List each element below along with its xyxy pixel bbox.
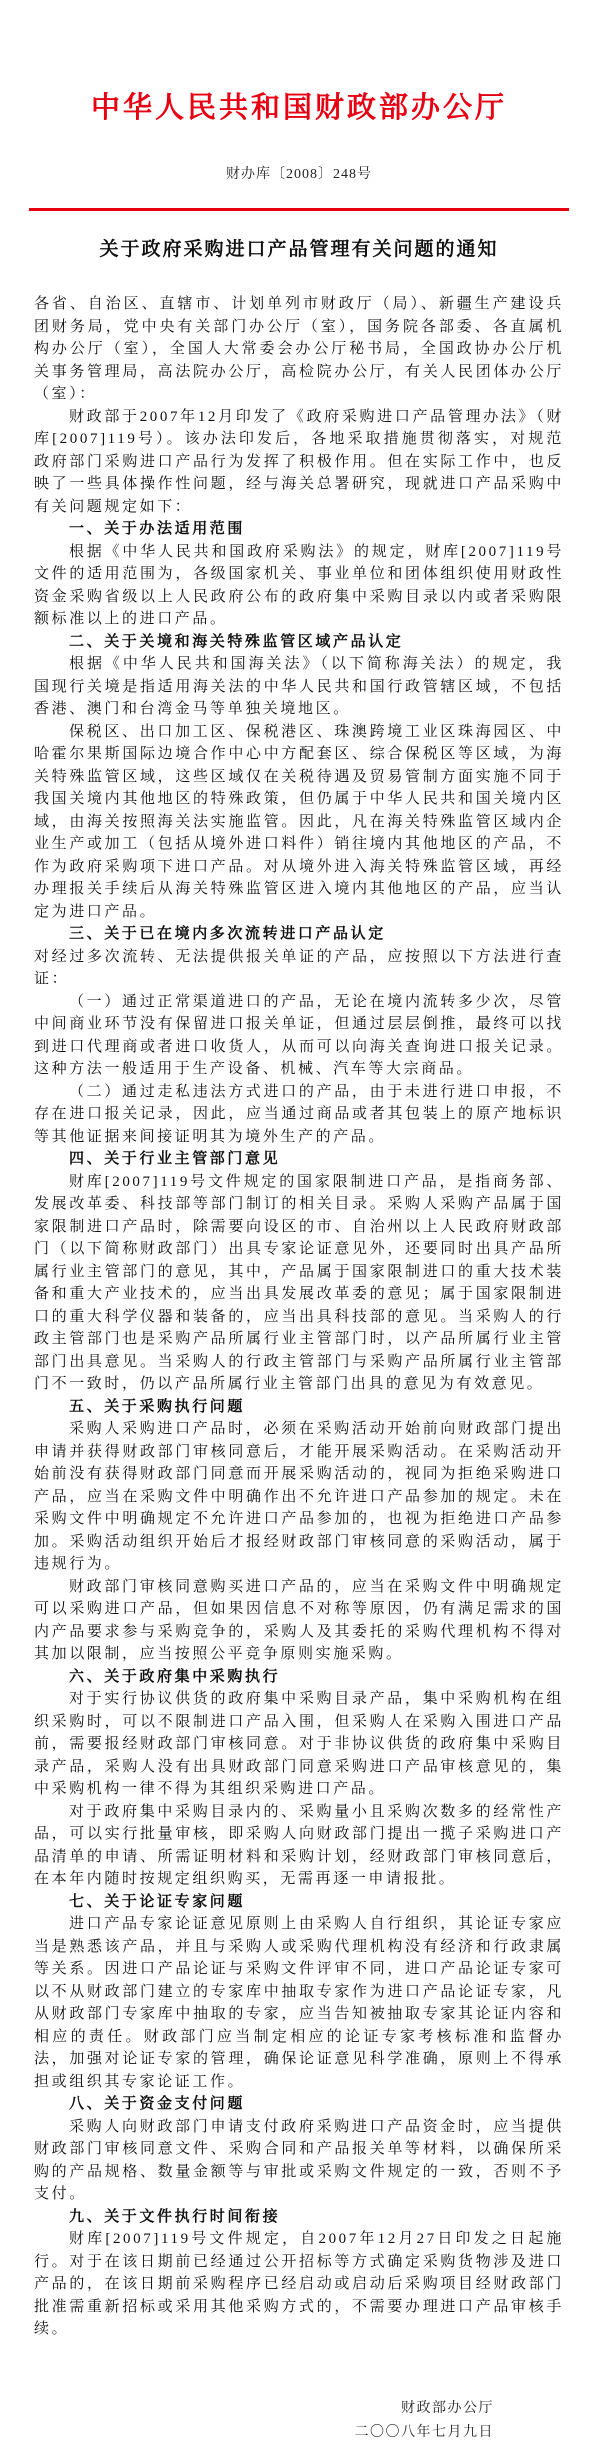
document-body bbox=[34, 293, 564, 2341]
body-paragraph: 根据《中华人民共和国政府采购法》的规定，财库[2007]119号文件的适用范围为，各级国家机关、事业单位和团体组织使用财政性资金采购省级以上人民政府公布的政府集中采购目录以内或者采购限额标准以上的进口产品。 bbox=[34, 543, 564, 627]
red-divider-rule bbox=[29, 208, 569, 211]
section-heading: 一、关于办法适用范围 bbox=[69, 521, 246, 537]
body-paragraph: 根据《中华人民共和国海关法》（以下简称海关法）的规定，我国现行关境是指适用海关法的中华人民共和国行政管辖区域，不包括香港、澳门和台湾金马等单独关境地区。 bbox=[34, 656, 564, 717]
section-heading: 五、关于采购执行问题 bbox=[69, 1398, 246, 1415]
section-heading: 二、关于关境和海关特殊监管区域产品认定 bbox=[69, 633, 404, 650]
body-paragraph: 财政部于2007年12月印发了《政府采购进口产品管理办法》（财库[2007]119号）。该办法印发后，各地采取措施贯彻落实，对规范政府部门采购进口产品行为发挥了积极作用。但在实际工作中，也反映了一些具体操作性问题，经与海关总署研究，现就进口产品采购中有关问题规定如下： bbox=[34, 408, 564, 515]
body-paragraph: 对于实行协议供货的政府集中采购目录产品，集中采购机构在组织采购时，可以不限制进口产品入围，但采购人在采购入围进口产品前，需要报经财政部门审核同意。对于非协议供货的政府集中采购目录产品，采购人没有出具财政部门同意采购进口产品审核意见的，集中采购机构一律不得为其组织采购进口产品。 bbox=[34, 1691, 564, 1797]
body-paragraph: 采购人采购进口产品时，必须在采购活动开始前向财政部门提出申请并获得财政部门审核同意后，才能开展采购活动。在采购活动开始前没有获得财政部门同意而开展采购活动的，视同为拒绝采购进口产品，应当在采购文件中明确作出不允许进口产品参加的规定。未在采购文件中明确规定不允许进口产品参加的，也视为拒绝进口产品参加。采购活动组织开始后才报经财政部门审核同意的采购活动，属于违规行为。 bbox=[34, 1421, 564, 1572]
section-heading: 九、关于文件执行时间衔接 bbox=[69, 2208, 281, 2225]
body-paragraph: 对于政府集中采购目录内的、采购量小且采购次数多的经常性产品，可以实行批量审核，即采购人向财政部门提出一揽子采购进口产品清单的申请、所需证明材料和采购计划，经财政部门审核同意后，在本年内随时按规定组织购买，无需再逐一申请报批。 bbox=[34, 1803, 564, 1887]
body-paragraph: 财政部门审核同意购买进口产品的，应当在采购文件中明确规定可以采购进口产品，但如果因信息不对称等原因，仍有满足需求的国内产品要求参与采购竞争的，采购人及其委托的采购代理机构不得对其加以限制，应当按照公平竞争原则实施采购。 bbox=[34, 1578, 564, 1662]
body-paragraph: 财库[2007]119号文件规定，自2007年12月27日印发之日起施行。对于在该日期前已经通过公开招标等方式确定采购货物涉及进口产品的，在该日期前采购程序已经启动或启动后采购项目经财政部门批准需重新招标或采用其他采购方式的，不需要办理进口产品审核手续。 bbox=[34, 2231, 564, 2337]
body-paragraph: 对经过多次流转、无法提供报关单证的产品，应按照以下方法进行查证： bbox=[34, 948, 564, 987]
body-paragraph: （一）通过正常渠道进口的产品，无论在境内流转多少次，尽管中间商业环节没有保留进口报关单证，但通过层层倒推，最终可以找到进口代理商或者进口收货人，从而可以向海关查询进口报关记录。这种方法一般适用于生产设备、机械、汽车等大宗商品。 bbox=[34, 993, 564, 1077]
section-heading: 八、关于资金支付问题 bbox=[69, 2096, 246, 2112]
body-paragraph: 各省、自治区、直辖市、计划单列市财政厅（局）、新疆生产建设兵团财务局，党中央有关部门办公厅（室），国务院各部委、各直属机构办公厅（室），全国人大常委会办公厅秘书局，全国政协办公厅机关事务管理局，高法院办公厅，高检院办公厅，有关人民团体办公厅（室）： bbox=[34, 296, 564, 402]
signature-block bbox=[34, 2397, 564, 2445]
section-heading: 四、关于行业主管部门意见 bbox=[69, 1151, 281, 1167]
section-heading: 七、关于论证专家问题 bbox=[69, 1893, 246, 1910]
body-paragraph: 保税区、出口加工区、保税港区、珠澳跨境工业区珠海园区、中哈霍尔果斯国际边境合作中心中方配套区、综合保税区等区域，为海关特殊监管区域，这些区域仅在关税待遇及贸易管制方面实施不同于我国关境内其他地区的特殊政策，但仍属于中华人民共和国关境内区域，由海关按照海关法实施监管。因此，凡在海关特殊监管区域内企业生产或加工（包括从境外进口料件）销往境内其他地区的产品，不作为政府采购项下进口产品。对从境外进入海关特殊监管区域，再经办理报关手续后从海关特殊监管区进入境内其他地区的产品，应当认定为进口产品。 bbox=[34, 723, 564, 920]
signature-issuer: 财政部办公厅 bbox=[401, 2400, 494, 2416]
signature-date: 二〇〇八年七月九日 bbox=[354, 2424, 494, 2440]
section-heading: 六、关于政府集中采购执行 bbox=[69, 1668, 281, 1685]
subject-title: 关于政府采购进口产品管理有关问题的通知 bbox=[99, 239, 499, 260]
body-paragraph: 进口产品专家论证意见原则上由采购人自行组织，其论证专家应当是熟悉该产品，并且与采购人或采购代理机构没有经济和行政隶属等关系。因进口产品论证与采购文件评审不同，进口产品论证专家可以不从财政部门建立的专家库中抽取专家作为进口产品论证专家，凡从财政部门专家库中抽取的专家，应当告知被抽取专家其论证内容和相应的责任。财政部门应当制定相应的论证专家考核标准和监督办法，加强对论证专家的管理，确保论证意见科学准确，原则上不得承担或组织其专家论证工作。 bbox=[34, 1916, 564, 2090]
body-paragraph: 财库[2007]119号文件规定的国家限制进口产品，是指商务部、发展改革委、科技部等部门制订的相关目录。采购人采购产品属于国家限制进口产品时，除需要向设区的市、自治州以上人民政府财政部门（以下简称财政部门）出具专家论证意见外，还要同时出具产品所属行业主管部门的意见，其中，产品属于国家限制进口的重大技术装备和重大产业技术的，应当出具发展改革委的意见；属于国家限制进口的重大科学仪器和装备的，应当出具科技部的意见。当采购人的行政主管部门也是采购产品所属行业主管部门时，以产品所属行业主管部门出具意见。当采购人的行政主管部门与采购产品所属行业主管部门不一致时，仍以产品所属行业主管部门出具的意见为有效意见。 bbox=[34, 1173, 564, 1392]
agency-title: 中华人民共和国财政部办公厅 bbox=[90, 92, 507, 124]
body-paragraph: 采购人向财政部门申请支付政府采购进口产品资金时，应当提供财政部门审核同意文件、采购合同和产品报关单等材料，以确保所采购的产品规格、数量金额等与审批或采购文件规定的一致，否则不予支付。 bbox=[34, 2118, 564, 2202]
section-heading: 三、关于已在境内多次流转进口产品认定 bbox=[69, 926, 386, 942]
body-paragraph: （二）通过走私违法方式进口的产品，由于未进行进口申报，不存在进口报关记录，因此，应当通过商品或者其包装上的原产地标识等其他证据来间接证明其为境外生产的产品。 bbox=[34, 1083, 564, 1145]
doc-number: 财办库〔2008〕248号 bbox=[226, 167, 372, 182]
